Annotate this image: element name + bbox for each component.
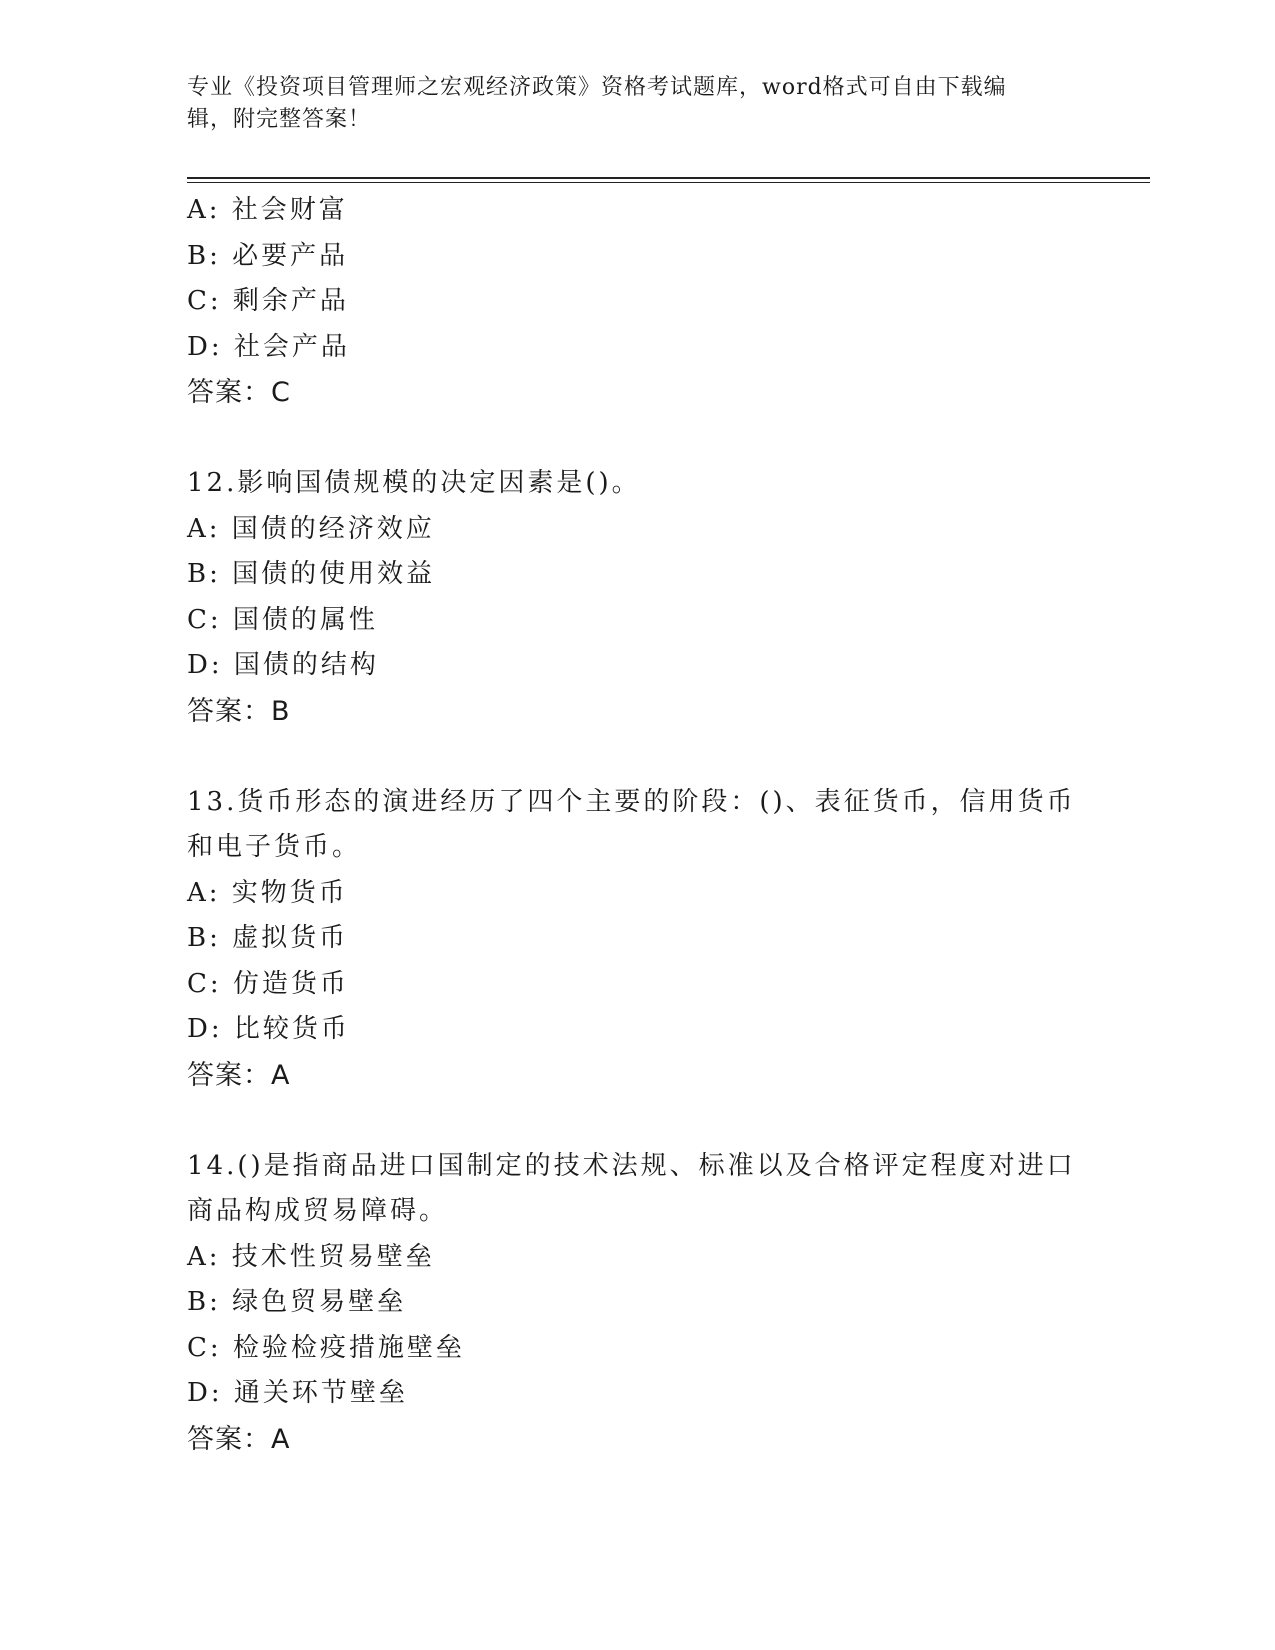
option-a: A: 社会财富: [187, 195, 348, 225]
header-divider-thick: [187, 177, 1150, 179]
option-c: C: 检验检疫措施壁垒: [187, 1332, 465, 1363]
question-text: 12.影响国债规模的决定因素是()。: [187, 468, 641, 498]
question-block-14: [187, 1144, 1087, 1463]
header-line-1: 专业《投资项目管理师之宏观经济政策》资格考试题库，word格式可自由下载编: [187, 75, 1007, 100]
question-text-line-2: 和电子货币。: [187, 832, 362, 862]
question-text-line-1: 14.()是指商品进口国制定的技术法规、标准以及合格评定程度对进口: [187, 1150, 1076, 1181]
question-list: [187, 188, 1087, 1462]
header-divider-thin: [187, 182, 1150, 183]
question-text-line-1: 13.货币形态的演进经历了四个主要的阶段：()、表征货币，信用货币: [187, 786, 1076, 817]
option-b: B: 必要产品: [187, 240, 349, 271]
question-block-11: [187, 188, 1087, 416]
option-c: C: 国债的属性: [187, 604, 378, 635]
option-b: B: 国债的使用效益: [187, 559, 436, 589]
option-c: C: 剩余产品: [187, 286, 349, 316]
option-a: A: 技术性贸易壁垒: [187, 1241, 435, 1272]
option-d: D: 社会产品: [187, 331, 350, 362]
question-text-line-2: 商品构成贸易障碍。: [187, 1196, 449, 1226]
answer-line: 答案：C: [187, 377, 291, 408]
question-spacer: [187, 734, 1087, 780]
option-c: C: 仿造货币: [187, 968, 349, 999]
question-spacer: [187, 416, 1087, 462]
option-b: B: 绿色贸易壁垒: [187, 1287, 407, 1317]
question-spacer: [187, 1098, 1087, 1144]
header-line-2: 辑，附完整答案！: [187, 107, 372, 132]
option-a: A: 国债的经济效应: [187, 513, 435, 544]
answer-line: 答案：A: [187, 1059, 291, 1091]
question-block-13: [187, 780, 1087, 1099]
answer-line: 答案：A: [187, 1423, 291, 1455]
option-b: B: 虚拟货币: [187, 923, 349, 953]
option-d: D: 通关环节壁垒: [187, 1378, 408, 1408]
option-a: A: 实物货币: [187, 877, 348, 908]
question-block-12: [187, 461, 1087, 734]
option-d: D: 比较货币: [187, 1014, 350, 1044]
answer-line: 答案：B: [187, 695, 291, 727]
option-d: D: 国债的结构: [187, 650, 379, 680]
document-header: [187, 72, 1067, 136]
